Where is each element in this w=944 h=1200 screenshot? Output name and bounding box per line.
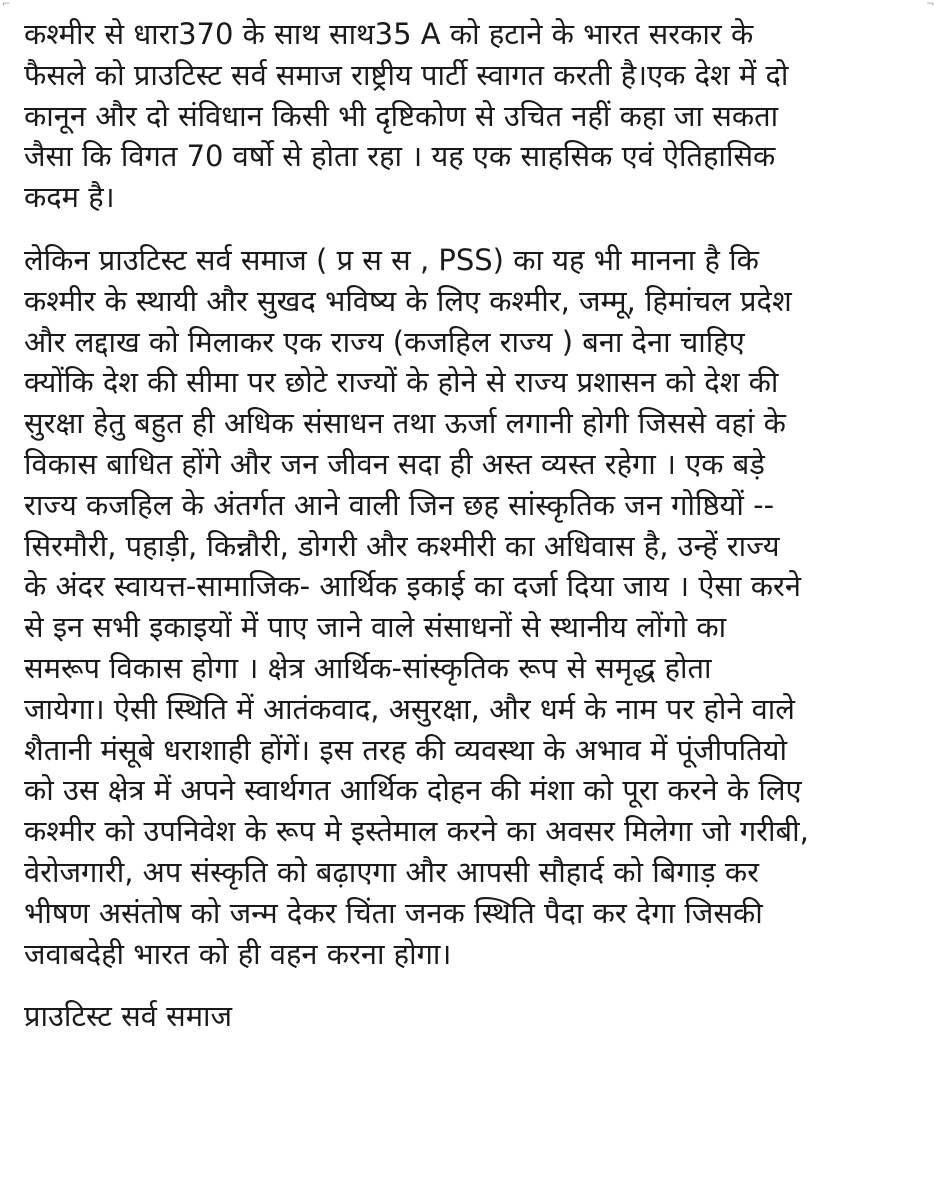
text-line: भीषण असंतोष को जन्म देकर चिंता जनक स्थिति पैदा कर देगा जिसकी [24,895,763,930]
text-line: सुरक्षा हेतु बहुत ही अधिक संसाधन तथा ऊर्जा लगानी होगी जिससे वहां के [24,406,786,441]
text-line: और लद्दाख को मिलाकर एक राज्य (कजहिल राज्य ) बना देना चाहिए [24,324,745,359]
page-top-edge [0,0,944,12]
text-line: के अंदर स्वायत्त-सामाजिक- आर्थिक इकाई का दर्जा दिया जाय । ऐसा करने [24,569,801,604]
text-line: जैसा कि विगत 70 वर्षो से होता रहा । यह एक साहसिक एवं ऐतिहासिक [24,139,776,174]
corner-crop-mark-right: ¬ [926,0,935,10]
signature-block [24,996,924,1037]
text-line: कश्मीर के स्थायी और सुखद भविष्य के लिए कश्मीर, जम्मू, हिमांचल प्रदेश [24,283,792,318]
text-line: विकास बाधित होंगे और जन जीवन सदा ही अस्त व्यस्त रहेगा । एक बड़े [24,446,765,481]
text-line: समरूप विकास होगा । क्षेत्र आर्थिक-सांस्कृतिक रूप से समृद्ध होता [24,650,712,685]
text-line: कदम है। [24,180,115,215]
text-line: कानून और दो संविधान किसी भी दृष्टिकोण से उचित नहीं कहा जा सकता [24,98,779,133]
text-line: सिरमौरी, पहाड़ी, किन्नौरी, डोगरी और कश्मीरी का अधिवास है, उन्हें राज्य [24,528,780,563]
paragraph-spacer [24,974,924,996]
text-line: शैतानी मंसूबे धराशाही होंगें। इस तरह की व्यवस्था के अभाव में पूंजीपतियो [24,732,788,767]
text-line: को उस क्षेत्र में अपने स्वार्थगत आर्थिक दोहन की मंशा को पूरा करने के लिए [24,773,802,808]
text-line: वेरोजगारी, अप संस्कृति को बढ़ाएगा और आपसी सौहार्द को बिगाड़ कर [24,854,760,889]
paragraph-statement [24,14,924,218]
document-body [24,14,924,1037]
text-line: से इन सभी इकाइयों में पाए जाने वाले संसाधनों से स्थानीय लोंगो का [24,610,727,645]
text-line: लेकिन प्राउटिस्ट सर्व समाज ( प्र स स , PSS) का यह भी मानना है कि [24,242,759,277]
signature-text: प्राउटिस्ट सर्व समाज [24,999,233,1034]
text-line: राज्य कजहिल के अंतर्गत आने वाली जिन छह सांस्कृतिक जन गोष्ठियों -- [24,487,775,522]
text-line: कश्मीर से धारा370 के साथ साथ35 A को हटाने के भारत सरकार के [24,17,754,51]
text-line: जवाबदेही भारत को ही वहन करना होगा। [24,936,452,971]
text-line: फैसले को प्राउटिस्ट सर्व समाज राष्ट्रीय पार्टी स्वागत करती है।एक देश में दो [24,57,789,92]
text-line: जायेगा। ऐसी स्थिति में आतंकवाद, असुरक्षा, और धर्म के नाम पर होने वाले [24,691,795,726]
paragraph-proposal [24,240,924,974]
corner-crop-mark-left: ⌐ [2,0,11,10]
text-line: कश्मीर को उपनिवेश के रूप मे इस्तेमाल करने का अवसर मिलेगा जो गरीबी, [24,814,809,849]
text-line: क्योंकि देश की सीमा पर छोटे राज्यों के होने से राज्य प्रशासन को देश की [24,365,779,400]
paragraph-spacer [24,218,924,240]
